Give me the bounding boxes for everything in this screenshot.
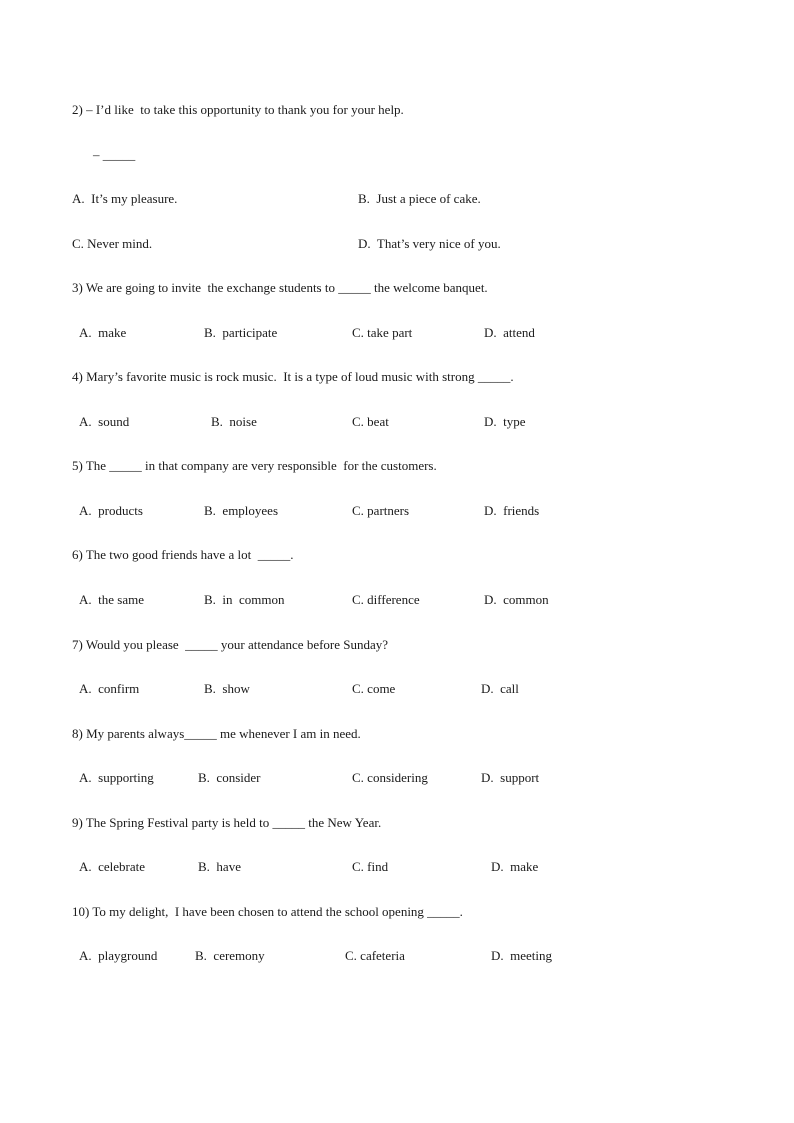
option-d: D. friends <box>484 503 540 518</box>
option-c: C. considering <box>352 770 428 785</box>
option-b: B. participate <box>204 325 278 340</box>
option-b: B. ceremony <box>195 948 265 963</box>
option-d: D. common <box>484 592 549 607</box>
question-stem: 7) Would you please _____ your attendance before Sunday? <box>72 637 389 652</box>
option-b: B. in common <box>204 592 285 607</box>
option-c: C. cafeteria <box>345 948 405 963</box>
option-d: D. type <box>484 414 526 429</box>
option-a: A. make <box>79 325 127 340</box>
option-c: C. find <box>352 859 389 874</box>
option-a: A. It’s my pleasure. <box>72 191 178 206</box>
option-a: A. supporting <box>79 770 154 785</box>
option-a: A. celebrate <box>79 859 146 874</box>
option-b: B. employees <box>204 503 279 518</box>
option-d: D. meeting <box>491 948 553 963</box>
question-stem: 4) Mary’s favorite music is rock music. It is a type of loud music with strong _____. <box>72 369 514 384</box>
option-c: C. take part <box>352 325 413 340</box>
option-b: B. consider <box>198 770 261 785</box>
question-stem: 10) To my delight, I have been chosen to attend the school opening _____. <box>72 904 463 919</box>
option-b: B. noise <box>211 414 257 429</box>
option-b: B. show <box>204 681 250 696</box>
option-a: A. sound <box>79 414 130 429</box>
question-stem: 5) The _____ in that company are very responsible for the customers. <box>72 458 437 473</box>
option-d: D. support <box>481 770 540 785</box>
option-d: D. call <box>481 681 519 696</box>
question-stem: 9) The Spring Festival party is held to _____ the New Year. <box>72 815 382 830</box>
option-c: C. difference <box>352 592 420 607</box>
option-c: C. come <box>352 681 396 696</box>
option-d: D. make <box>491 859 539 874</box>
option-a: A. confirm <box>79 681 140 696</box>
option-d: D. That’s very nice of you. <box>358 236 501 251</box>
option-a: A. products <box>79 503 143 518</box>
option-a: A. the same <box>79 592 144 607</box>
option-a: A. playground <box>79 948 158 963</box>
question-stem: 8) My parents always_____ me whenever I am in need. <box>72 726 361 741</box>
option-b: B. have <box>198 859 241 874</box>
question-response-blank: – _____ <box>93 147 136 162</box>
option-b: B. Just a piece of cake. <box>358 191 481 206</box>
option-c: C. beat <box>352 414 389 429</box>
option-c: C. Never mind. <box>72 236 153 251</box>
option-d: D. attend <box>484 325 535 340</box>
option-c: C. partners <box>352 503 410 518</box>
question-stem: 2) – I’d like to take this opportunity to thank you for your help. <box>72 102 404 117</box>
question-stem: 3) We are going to invite the exchange students to _____ the welcome banquet. <box>72 280 488 295</box>
question-stem: 6) The two good friends have a lot _____. <box>72 547 294 562</box>
